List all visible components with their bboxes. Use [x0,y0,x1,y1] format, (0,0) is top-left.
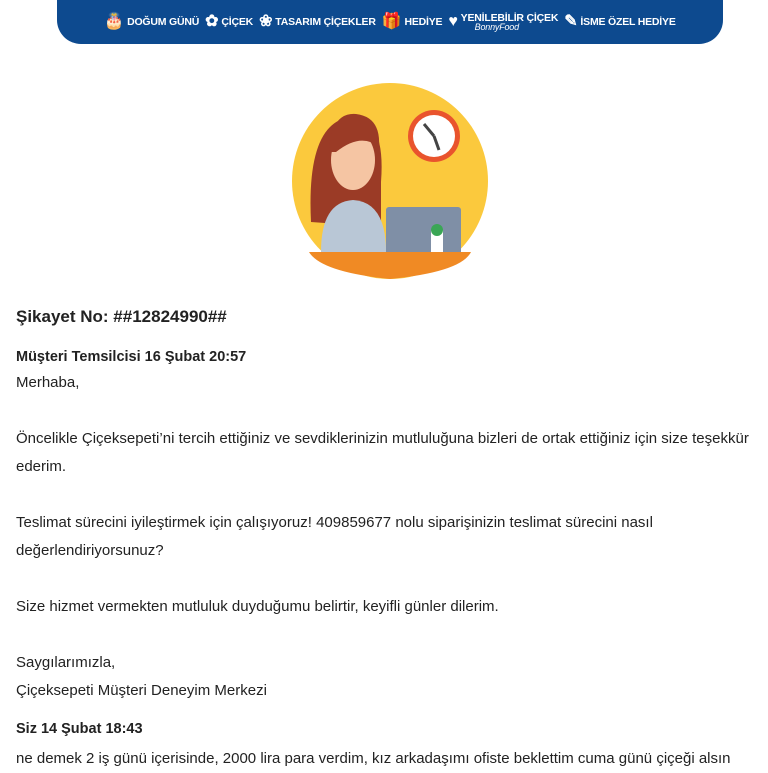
pen-icon: ✎ [564,13,578,30]
category-nav [57,0,723,44]
gift-icon: 🎁 [381,13,402,30]
lotus-icon: ❀ [259,13,273,30]
nav-design-flowers[interactable] [259,14,376,30]
message-line: Teslimat sürecini iyileştirmek için çalışıyoruz! 409859677 nolu siparişinizin teslimat sürecini nasıl değerlendiriyorsunuz? [16,514,653,559]
message-author: Müşteri Temsilcisi 16 Şubat 20:57 [16,349,247,365]
message-author: Siz 14 Şubat 18:43 [16,721,143,737]
customer-support-illustration [291,82,489,280]
nav-label: TASARIM ÇİÇEKLER [275,16,376,28]
heart-flower-icon: ♥ [448,13,458,30]
nav-gift[interactable] [382,14,443,30]
nav-label: DOĞUM GÜNÜ [127,16,200,28]
bouquet-icon: ✿ [205,13,219,30]
nav-edible-flower[interactable] [448,12,558,32]
message-customer [16,721,756,773]
nav-label: ÇİÇEK [221,16,254,28]
nav-sublabel: BonnyFood [474,22,519,32]
nav-label: İSME ÖZEL HEDİYE [580,16,676,28]
nav-flower[interactable] [205,14,253,30]
nav-personalized-gift[interactable] [564,14,675,30]
cake-icon: 🎂 [104,13,125,30]
message-line: Merhaba, [16,374,80,391]
nav-birthday[interactable] [104,14,199,30]
nav-label: HEDİYE [404,16,443,28]
message-line: Size hizmet vermekten mutluluk duyduğumu belirtir, keyifli günler dilerim. [16,598,499,615]
message-line: Çiçeksepeti Müşteri Deneyim Merkezi [16,682,267,699]
message-line: ne demek 2 iş günü içerisinde, 2000 lira para verdim, kız arkadaşımı ofiste beklettim cuma günü çiçeği alsın [16,750,731,767]
nav-label: YENİLEBİLİR ÇİÇEK [460,12,559,24]
complaint-thread [16,300,756,773]
message-line: Öncelikle Çiçeksepeti’ni tercih ettiğiniz ve sevdiklerinizin mutluluğuna bizleri de ortak ettiğiniz için size teşekkür ederim. [16,430,749,475]
message-line: Saygılarımızla, [16,654,116,671]
message-representative [16,349,756,705]
complaint-number: Şikayet No: ##12824990## [16,307,227,326]
